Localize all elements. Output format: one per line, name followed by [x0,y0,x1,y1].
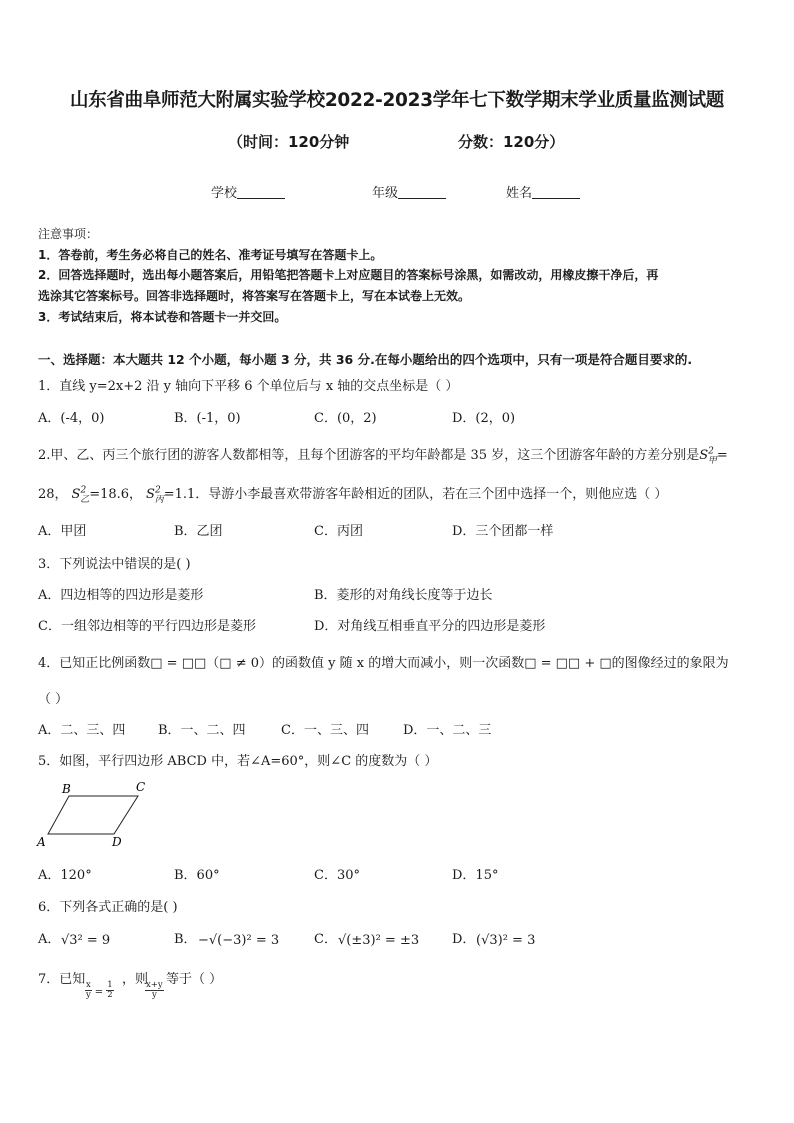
q2-option-c: C．丙团 [314,524,363,539]
grade-label: 年级 [372,186,399,201]
notice-item-2-cont: 选涂其它答案标号。回答非选择题时，将答案写在答题卡上，写在本试卷上无效。 [38,289,471,303]
q6-option-a-label: A． [38,932,61,947]
q6-option-b-label: B． [174,932,197,947]
grade-blank [398,185,446,199]
school-blank [237,185,285,199]
q4-stem: 4．已知正比例函数□ = □□（□ ≠ 0）的函数值 y 随 x 的增大而减小，则一次函数□ = □□ + □的图像经过的象限为 [38,656,729,671]
notice-item-2: 2．回答选择题时，选出每小题答案后，用铅笔把答题卡上对应题目的答案标号涂黑，如需改动，用橡皮擦干净后，再 [38,268,659,282]
exam-title: 山东省曲阜师范大附属实验学校2022-2023学年七下数学期末学业质量监测试题 [70,90,724,111]
q6-option-c-expr: √(±3)² = ±3 [338,933,420,948]
q3-stem: 3．下列说法中错误的是( ) [38,557,191,572]
q4-option-b: B．一、二、四 [158,723,246,738]
q1-stem: 1．直线 y=2x+2 沿 y 轴向下平移 6 个单位后与 x 轴的交点坐标是（ ） [38,379,459,394]
q2-jia-value: 28， [38,487,68,502]
q6-option-b-expr: −√(−3)² = 3 [198,933,280,948]
q2-option-a: A．甲团 [38,524,87,539]
section-heading: 一、选择题：本大题共 12 个小题，每小题 3 分，共 36 分.在每小题给出的四个选项中，只有一项是符合题目要求的. [38,352,693,367]
q5-option-a: A．120° [38,868,92,883]
exam-time: （时间：120分钟 [228,133,350,151]
q2-option-b: B．乙团 [174,524,223,539]
q4-option-c: C．一、三、四 [281,723,369,738]
name-label: 姓名 [506,186,533,201]
q2-s-jia: $S^2_甲$ [699,446,717,466]
q2-stem-line1 [38,444,728,466]
label-b: B [62,782,71,796]
q7-stem-a: 7．已知 [38,972,86,987]
parallelogram-shape [48,796,138,834]
q3-option-c: C．一组邻边相等的平行四边形是菱形 [38,619,256,634]
name-blank [532,185,580,199]
grade-field [372,182,446,201]
q4-option-a: A．二、三、四 [38,723,126,738]
parallelogram-figure [36,778,156,850]
q7-stem-c: 等于（ ） [166,972,223,987]
q5-option-b: B．60° [174,868,220,883]
school-field [211,182,285,201]
q2-bing-value: =1.1．导游小李最喜欢带游客年龄相近的团队，若在三个团中选择一个，则他应选（ ） [163,487,668,502]
q2-option-d: D．三个团都一样 [452,524,554,539]
q5-stem: 5．如图，平行四边形 ABCD 中，若∠A=60°，则∠C 的度数为（ ） [38,754,438,769]
name-field [506,182,580,201]
notice-item-3: 3．考试结束后，将本试卷和答题卡一并交回。 [38,310,287,324]
q2-yi-value: =18.6， [89,487,143,502]
q3-option-d: D．对角线互相垂直平分的四边形是菱形 [314,619,546,634]
school-label: 学校 [211,186,238,201]
q6-stem: 6．下列各式正确的是( ) [38,900,178,915]
q4-option-d: D．一、二、三 [403,723,492,738]
q2-stem-a: 2.甲、乙、丙三个旅行团的游客人数都相等，且每个团游客的平均年龄都是 35 岁，这三个团游客年龄的方差分别是 [38,448,700,463]
label-a: A [37,835,46,849]
q2-s-bing: $S^2_丙$ [146,485,164,505]
q7-target-expr [145,980,164,1000]
q1-option-d: D．(2，0) [452,411,516,426]
q7-given-ratio: $\frac{x}{y}$ = $\frac{1}{2}$ [85,980,113,1000]
q2-stem-line2 [38,483,667,505]
q3-option-b: B．菱形的对角线长度等于边长 [314,588,493,603]
q6-option-d-label: D． [452,932,476,947]
q6-option-a-expr: √3² = 9 [61,933,111,948]
q5-option-d: D．15° [452,868,499,883]
q7-stem-b: ，则 [122,972,149,987]
q6-option-d-expr: (√3)² = 3 [476,933,536,948]
q5-option-c: C．30° [314,868,360,883]
q1-option-a: A．(-4，0) [38,411,105,426]
exam-score: 分数：120分） [458,133,565,151]
q7-frac-xy: $\frac{x}{y}$ [85,980,91,1000]
q7-frac-half: $\frac{1}{2}$ [107,980,113,1000]
label-c: C [136,780,146,794]
q4-stem-paren: （ ） [38,692,69,707]
q2-eq: = [716,448,728,463]
notice-heading: 注意事项： [38,227,99,241]
q1-option-c: C．(0，2) [314,411,377,426]
q1-option-b: B．(-1，0) [174,411,241,426]
q2-s-yi: $S^2_乙$ [71,485,90,505]
q3-option-a: A．四边相等的四边形是菱形 [38,588,204,603]
q7-frac-xpy-y: $\frac{x+y}{y}$ [146,980,163,1000]
label-d: D [112,835,122,849]
notice-item-1: 1．答卷前，考生务必将自己的姓名、准考证号填写在答题卡上。 [38,248,383,262]
q6-option-c-label: C． [314,932,337,947]
